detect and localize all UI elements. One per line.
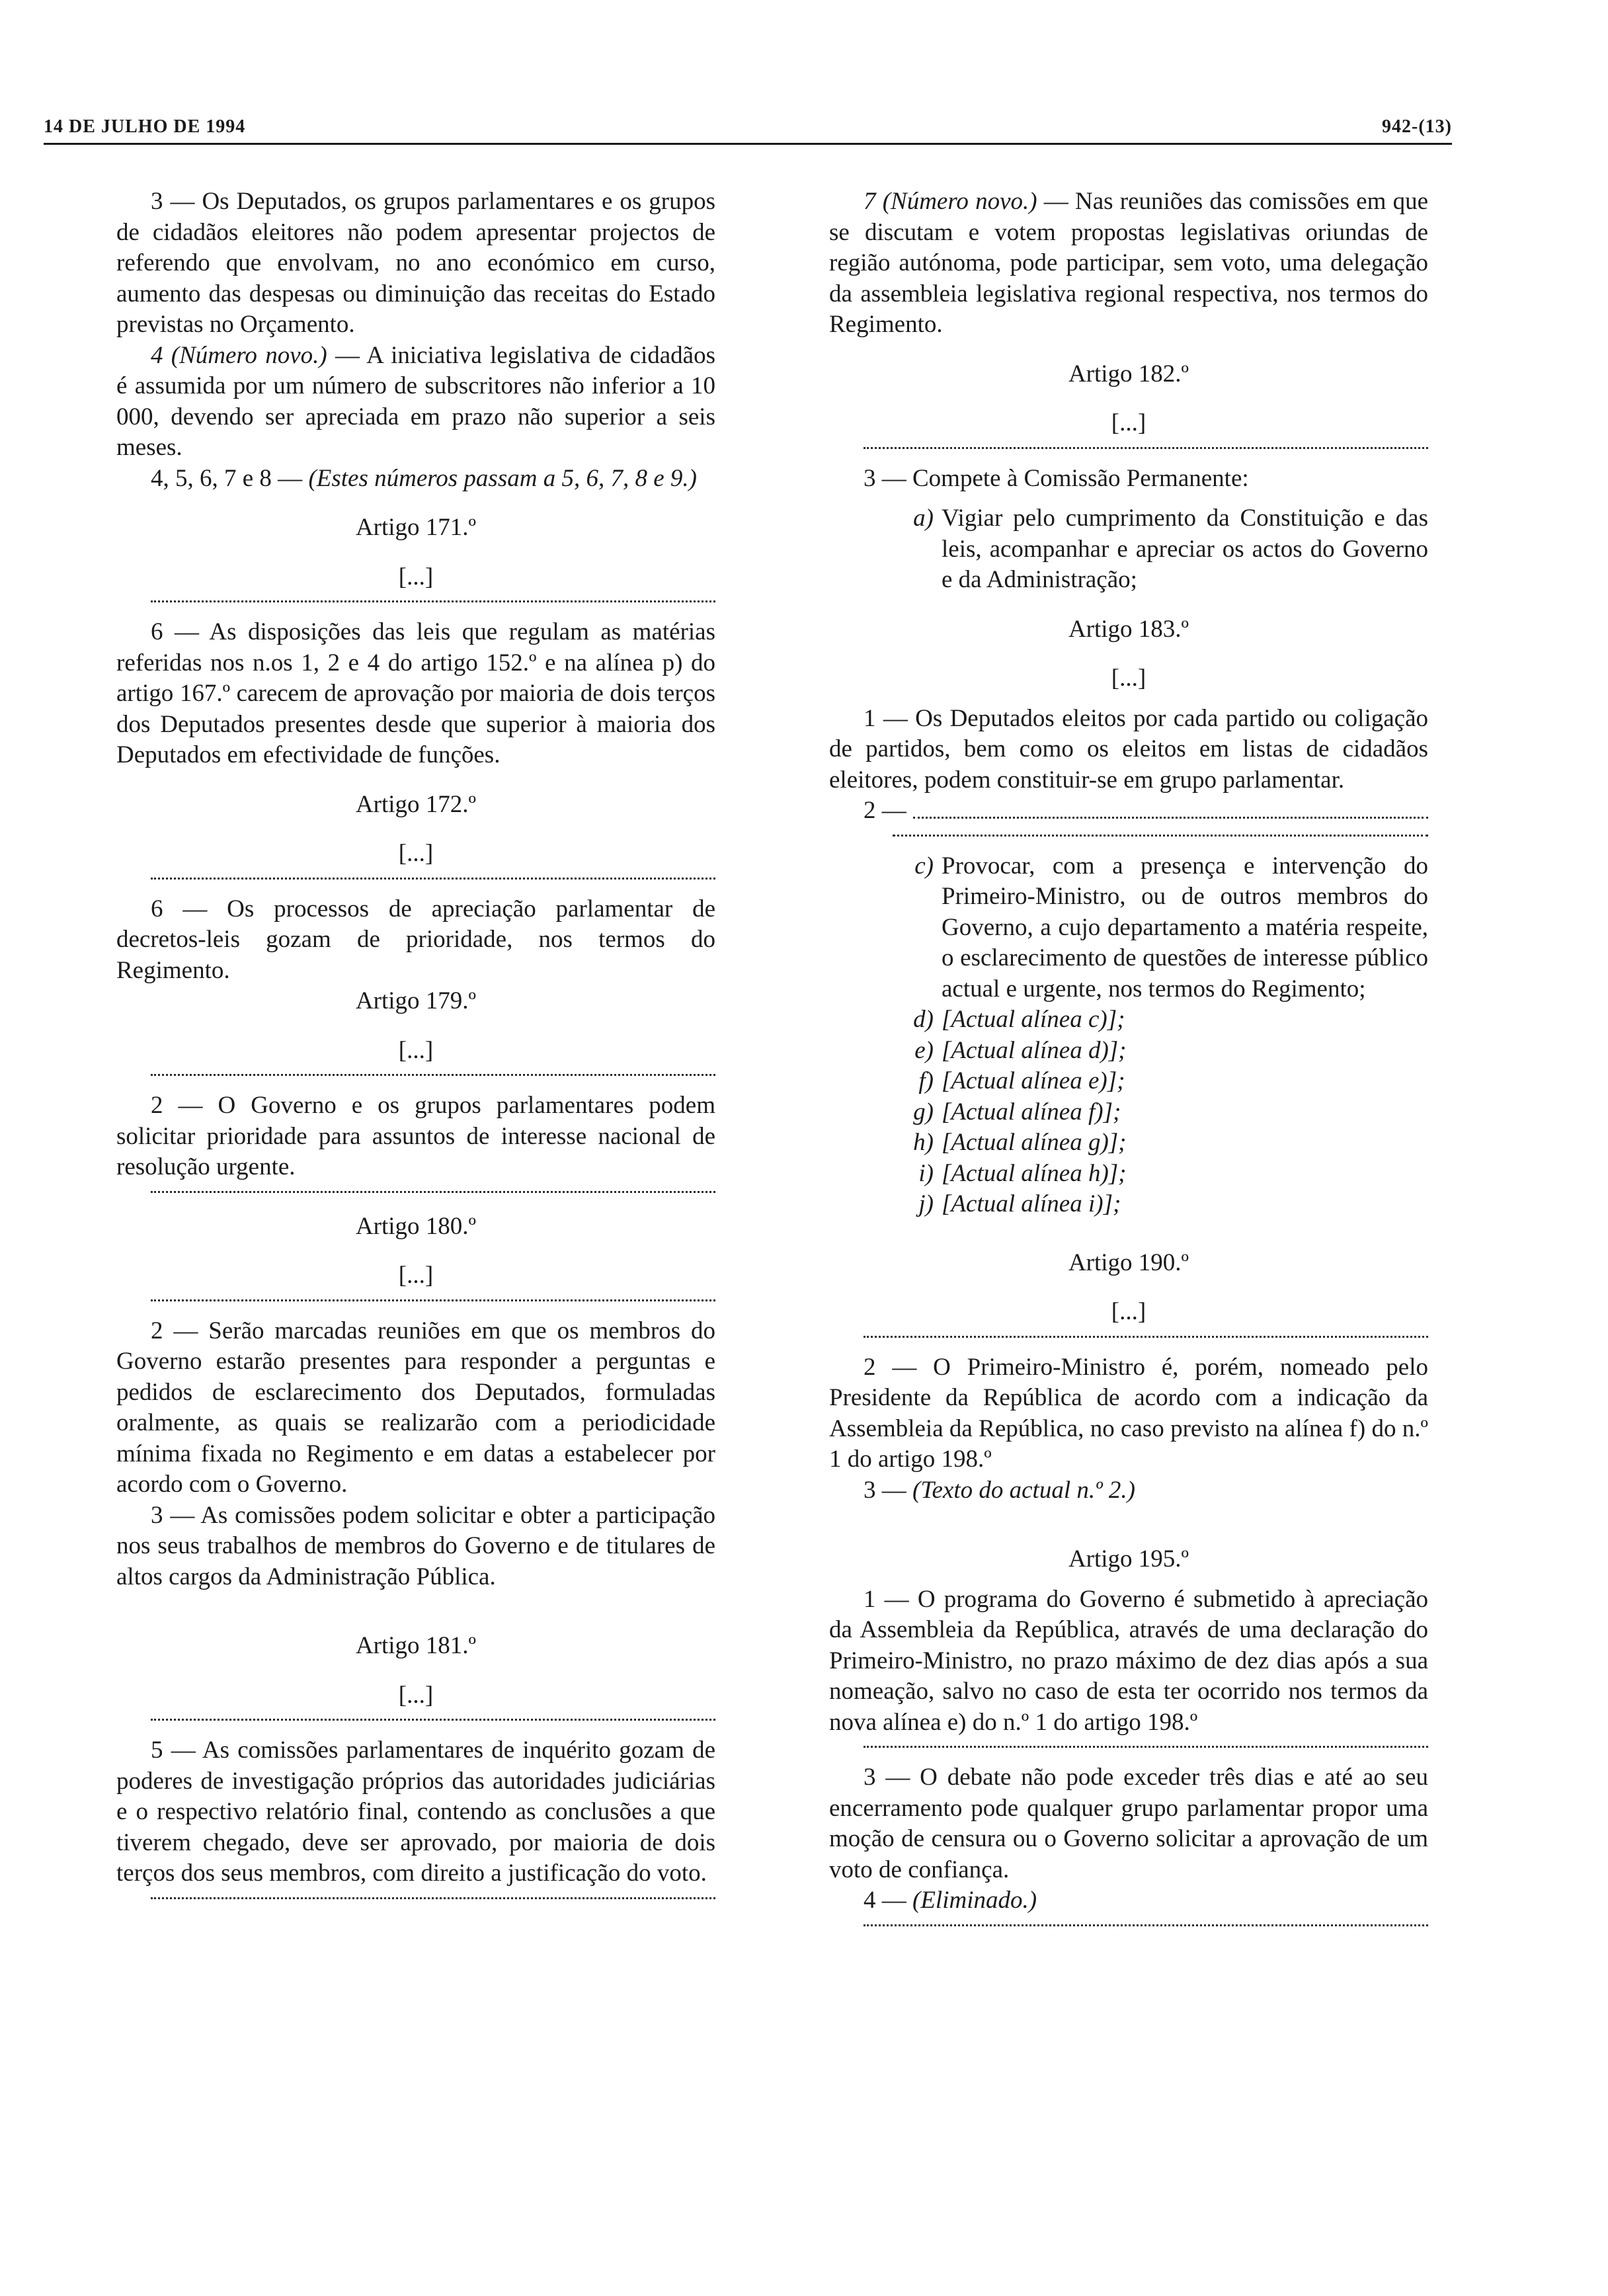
item-text: Provocar, com a presença e intervenção do Primeiro-Ministro, ou de outros membros do Governo, a cujo departamento a matéria respeite, o esclarecimento de questões de interesse público actual e urgente, nos termos do Regimento;	[942, 852, 1428, 1003]
paragraph: 1 — O programa do Governo é submetido à apreciação da Assembleia da República, através de uma declaração do Primeiro-Ministro, no prazo máximo de dez dias após a sua nomeação, salvo no caso de esta ter ocorrido nos termos da nova alínea e) do n.º 1 do artigo 198.º	[829, 1585, 1428, 1736]
number-label: 3 —	[864, 1476, 912, 1504]
ellipsis: [...]	[1111, 409, 1146, 436]
header-rule	[44, 143, 1452, 145]
list-item: g) [Actual alínea f)];	[913, 1098, 1121, 1126]
dotted-separator	[151, 1190, 715, 1193]
article-heading: Artigo 190.º	[1068, 1249, 1189, 1276]
ellipsis: [...]	[398, 563, 434, 591]
ellipsis: [...]	[1111, 1298, 1146, 1325]
number-label: 7 (Número novo.)	[864, 188, 1037, 215]
list-item	[893, 851, 1428, 1005]
dotted-separator	[151, 1073, 715, 1076]
paragraph: 4 — (Eliminado.)	[864, 1887, 1037, 1914]
paragraph-number-2	[864, 796, 1428, 827]
paragraph: 4 (Número novo.) — A iniciativa legislativa de cidadãos é assumida por um número de subscritores não inferior a 10 000, devendo ser apreciada em prazo não superior a seis meses.	[116, 341, 715, 461]
header-page-number: 942-(13)	[1382, 116, 1452, 137]
ellipsis: [...]	[398, 1681, 434, 1709]
item-label: a)	[913, 505, 934, 532]
article-heading: Artigo 183.º	[1068, 615, 1189, 643]
header-date: 14 DE JULHO DE 1994	[44, 116, 246, 137]
number-label: 4 —	[864, 1887, 912, 1914]
right-column	[829, 186, 1428, 1941]
dotted-separator	[151, 1896, 715, 1899]
item-label: c)	[914, 852, 934, 880]
dotted-separator	[151, 1298, 715, 1301]
dotted-separator	[864, 446, 1428, 449]
paragraph: 6 — Os processos de apreciação parlamentar de decretos-leis gozam de prioridade, nos termos do Regimento.	[116, 895, 715, 984]
dotted-separator	[913, 796, 1428, 819]
paragraph: 3 — Compete à Comissão Permanente:	[864, 464, 1249, 492]
paragraph: 4, 5, 6, 7 e 8 — (Estes números passam a 5, 6, 7, 8 e 9.)	[151, 464, 697, 492]
dotted-separator	[864, 1744, 1428, 1748]
list-item: d) [Actual alínea c)];	[913, 1006, 1125, 1033]
paragraph: 7 (Número novo.) — Nas reuniões das comissões em que se discutam e votem propostas legislativas oriundas de região autónoma, pode participar, sem voto, uma delegação da assembleia legislativa regional respectiva, nos termos do Regimento.	[829, 188, 1428, 338]
left-column	[116, 186, 715, 1914]
number-label: 2 —	[864, 797, 906, 824]
article-heading: Artigo 181.º	[355, 1632, 477, 1659]
dotted-separator	[893, 833, 1428, 837]
page-header	[44, 116, 1452, 138]
list-item: e) [Actual alínea d)];	[914, 1036, 1127, 1064]
dotted-separator	[151, 599, 715, 602]
ellipsis: [...]	[398, 840, 434, 867]
list-item	[893, 503, 1428, 596]
paragraph: 1 — Os Deputados eleitos por cada partido ou coligação de partidos, bem como os eleitos em listas de cidadãos eleitores, podem constituir-se em grupo parlamentar.	[829, 704, 1428, 794]
dotted-separator	[864, 1334, 1428, 1338]
article-heading: Artigo 195.º	[1068, 1545, 1189, 1573]
list-item: f) [Actual alínea e)];	[918, 1067, 1125, 1094]
article-heading: Artigo 179.º	[355, 987, 477, 1014]
paragraph: 3 — O debate não pode exceder três dias e até ao seu encerramento pode qualquer grupo parlamentar propor uma moção de censura ou o Governo solicitar a aprovação de um voto de confiança.	[829, 1764, 1428, 1883]
paragraph: 2 — O Primeiro-Ministro é, porém, nomeado pelo Presidente da República de acordo com a indicação da Assembleia da República, no caso previsto na alínea f) do n.º 1 do artigo 198.º	[829, 1353, 1428, 1473]
item-text: Vigiar pelo cumprimento da Constituição e das leis, acompanhar e apreciar os actos do Governo e da Administração;	[942, 505, 1428, 593]
list-item: i) [Actual alínea h)];	[918, 1159, 1127, 1187]
list-item: j) [Actual alínea i)];	[918, 1190, 1121, 1217]
list-item: h) [Actual alínea g)];	[913, 1129, 1127, 1156]
ellipsis: [...]	[398, 1036, 434, 1064]
article-heading: Artigo 172.º	[355, 790, 477, 818]
paragraph: 3 — Os Deputados, os grupos parlamentares e os grupos de cidadãos eleitores não podem apresentar projectos de referendo que envolvam, no ano económico em curso, aumento das despesas ou diminuição das receitas do Estado previstas no Orçamento.	[116, 188, 715, 338]
sub-items-list	[893, 1004, 1428, 1220]
paragraph: 2 — Serão marcadas reuniões em que os membros do Governo estarão presentes para responder a perguntas e pedidos de esclarecimento dos Deputados, formuladas oralmente, as quais se realizarão com a periodicidade mínima fixada no Regimento e em datas a estabelecer por acordo com o Governo.	[116, 1317, 715, 1498]
paragraph: 3 — (Texto do actual n.º 2.)	[864, 1476, 1135, 1504]
paragraph: 6 — As disposições das leis que regulam as matérias referidas nos n.os 1, 2 e 4 do artigo 152.º e na alínea p) do artigo 167.º carecem de aprovação por maioria de dois terços dos Deputados presentes desde que superior à maioria dos Deputados em efectividade de funções.	[116, 618, 715, 768]
ellipsis: [...]	[398, 1262, 434, 1289]
number-label: 4 (Número novo.)	[151, 341, 327, 369]
dotted-separator	[151, 1717, 715, 1721]
paragraph: 3 — As comissões podem solicitar e obter a participação nos seus trabalhos de membros do Governo e de titulares de altos cargos da Administração Pública.	[116, 1501, 715, 1590]
paragraph: 2 — O Governo e os grupos parlamentares podem solicitar prioridade para assuntos de interesse nacional de resolução urgente.	[116, 1092, 715, 1180]
dotted-separator	[864, 1923, 1428, 1926]
article-heading: Artigo 171.º	[355, 514, 477, 541]
dotted-separator	[151, 876, 715, 880]
article-heading: Artigo 182.º	[1068, 360, 1189, 388]
ellipsis: [...]	[1111, 665, 1146, 692]
number-label: 4, 5, 6, 7 e 8 —	[151, 464, 309, 492]
paragraph: 5 — As comissões parlamentares de inquérito gozam de poderes de investigação próprios das autoridades judiciárias e o respectivo relatório final, contendo as conclusões a que tiverem chegado, deve ser aprovado, por maioria de dois terços dos seus membros, com direito a justificação do voto.	[116, 1737, 715, 1887]
article-heading: Artigo 180.º	[355, 1212, 477, 1240]
